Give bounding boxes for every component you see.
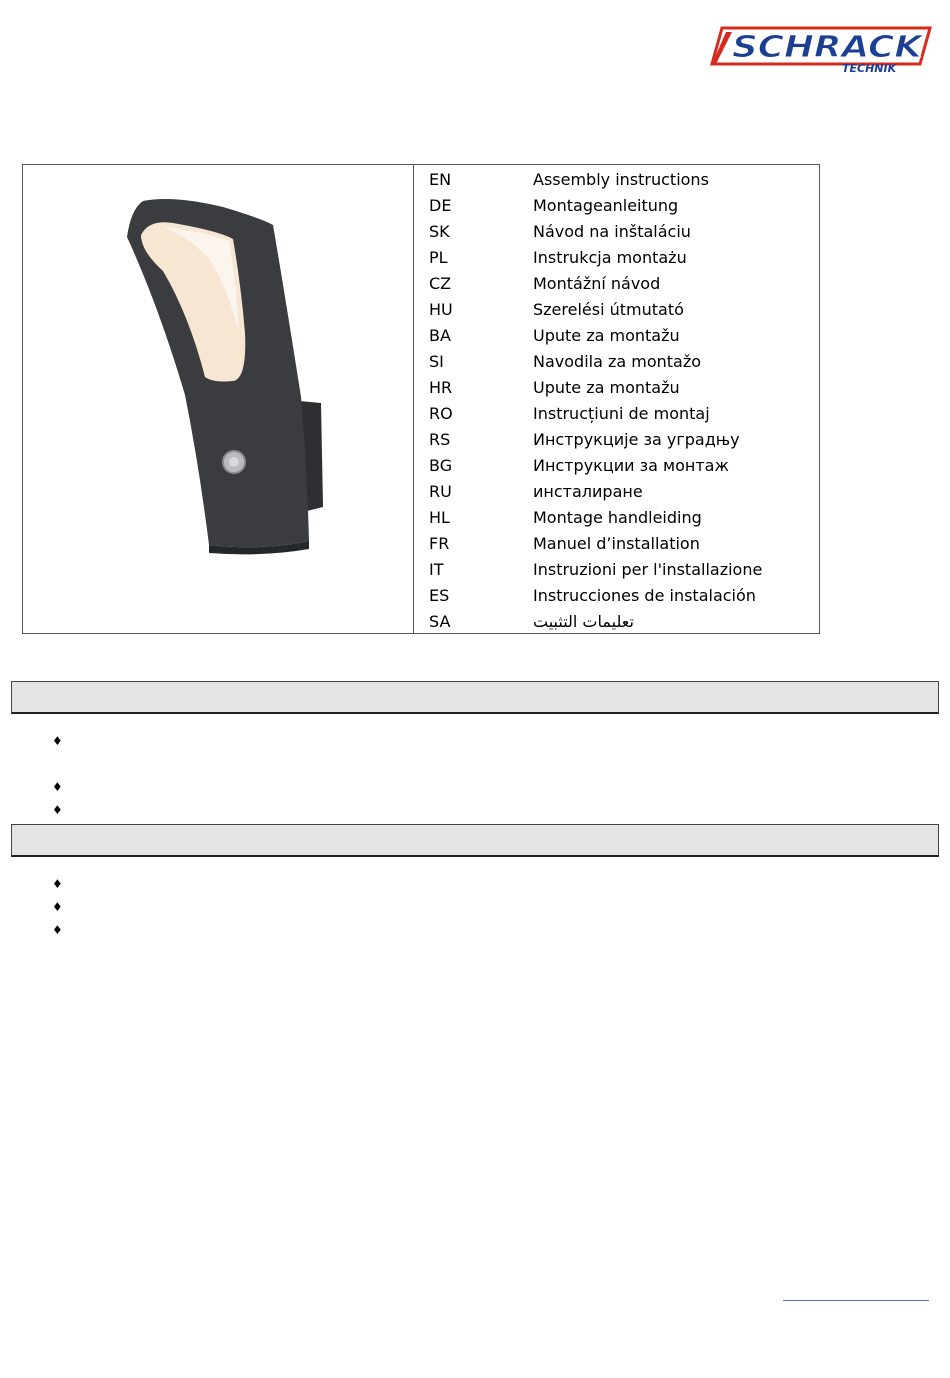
- product-image: [23, 165, 413, 633]
- language-row: [429, 479, 819, 505]
- language-title: Инструкции за монтаж: [533, 456, 729, 475]
- language-row: [429, 219, 819, 245]
- language-code: RU: [429, 482, 452, 501]
- language-row: [429, 453, 819, 479]
- language-row: [429, 297, 819, 323]
- language-row: [429, 375, 819, 401]
- schrack-technik-logo: [706, 22, 932, 74]
- language-code: RO: [429, 404, 453, 423]
- language-code: CZ: [429, 274, 452, 293]
- language-code: SK: [429, 222, 450, 241]
- language-code: DE: [429, 196, 452, 215]
- language-title: Montážní návod: [533, 274, 661, 293]
- footer-link-underline[interactable]: [783, 1300, 929, 1301]
- bullet-marker: ♦: [52, 877, 63, 891]
- bullet-marker: ♦: [52, 780, 63, 794]
- language-title: Instrukcja montażu: [533, 248, 687, 267]
- language-row: [429, 583, 819, 609]
- logo-wordmark: SCHRACK: [732, 30, 926, 65]
- product-image-cell: [23, 165, 414, 633]
- language-title: Návod na inštaláciu: [533, 222, 691, 241]
- language-title: Navodila za montažo: [533, 352, 702, 371]
- language-code: SI: [429, 352, 444, 371]
- cover-table: [22, 164, 820, 634]
- language-code: BG: [429, 456, 453, 475]
- language-title: Upute za montažu: [533, 326, 680, 345]
- language-list: [429, 167, 819, 635]
- language-code: HL: [429, 508, 450, 527]
- bullet-marker: ♦: [52, 923, 63, 937]
- language-row: [429, 349, 819, 375]
- language-row: [429, 193, 819, 219]
- language-row: [429, 323, 819, 349]
- language-title: Instrucțiuni de montaj: [533, 404, 710, 423]
- language-code: EN: [429, 170, 452, 189]
- language-code: HR: [429, 378, 453, 397]
- language-row: [429, 167, 819, 193]
- section-header-1: [11, 681, 939, 714]
- language-row: [429, 245, 819, 271]
- bullet-marker: ♦: [52, 803, 63, 817]
- language-title: инсталиране: [533, 482, 643, 501]
- language-code: SA: [429, 612, 451, 631]
- language-title: Инструкције за уградњу: [533, 430, 740, 449]
- language-code: RS: [429, 430, 451, 449]
- language-title: تعليمات التثبيت: [533, 612, 634, 631]
- language-title: Upute za montažu: [533, 378, 680, 397]
- language-title: Assembly instructions: [533, 170, 709, 189]
- bullet-marker: ♦: [52, 900, 63, 914]
- language-code: FR: [429, 534, 450, 553]
- language-title: Montageanleitung: [533, 196, 679, 215]
- language-code: BA: [429, 326, 451, 345]
- language-code: HU: [429, 300, 453, 319]
- language-code: ES: [429, 586, 450, 605]
- language-code: IT: [429, 560, 444, 579]
- language-title: Szerelési útmutató: [533, 300, 684, 319]
- language-row: [429, 271, 819, 297]
- language-row: [429, 427, 819, 453]
- language-row: [429, 531, 819, 557]
- language-title: Manuel d’installation: [533, 534, 700, 553]
- language-row: [429, 609, 819, 635]
- language-row: [429, 401, 819, 427]
- language-title: Instruzioni per l'installazione: [533, 560, 763, 579]
- bullet-marker: ♦: [52, 734, 63, 748]
- language-code: PL: [429, 248, 448, 267]
- logo-subtitle: TECHNIK: [842, 62, 897, 74]
- language-row: [429, 505, 819, 531]
- language-title: Instrucciones de instalación: [533, 586, 756, 605]
- language-row: [429, 557, 819, 583]
- language-title: Montage handleiding: [533, 508, 702, 527]
- section-header-2: [11, 824, 939, 857]
